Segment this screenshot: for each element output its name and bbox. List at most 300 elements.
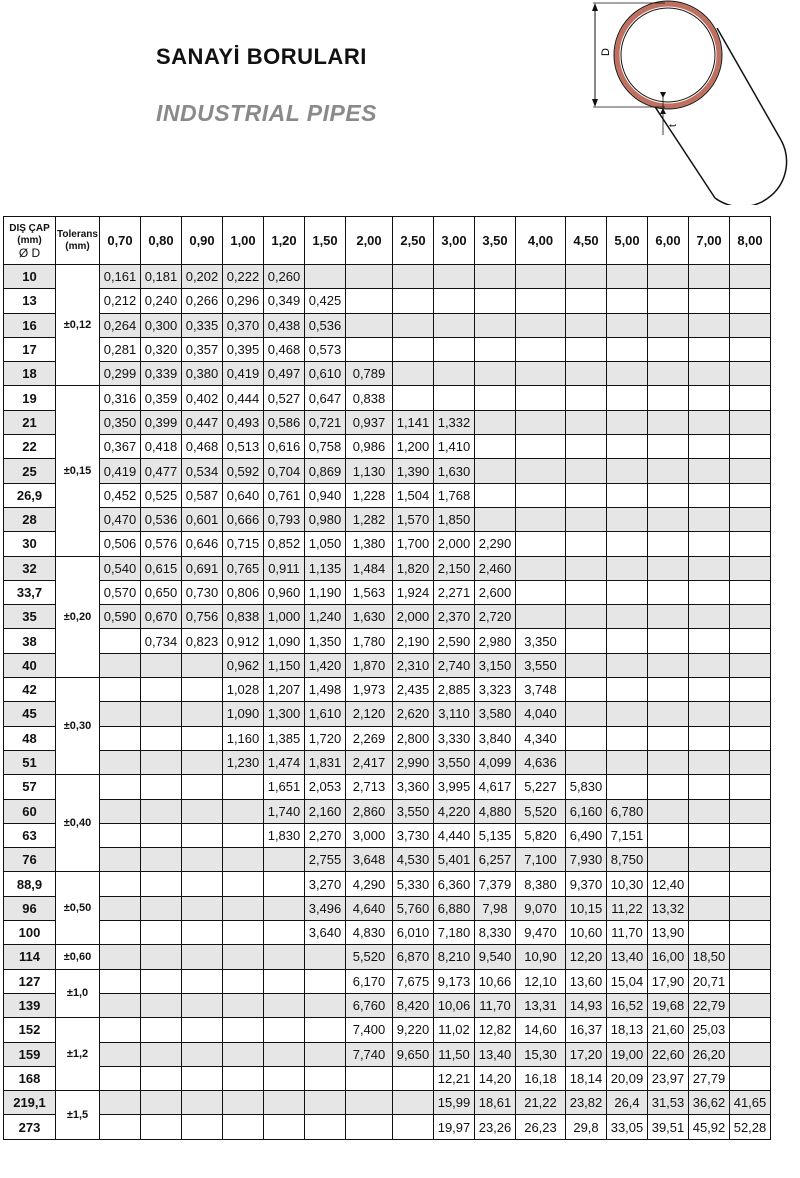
weight-cell <box>305 265 346 289</box>
weight-cell: 11,70 <box>607 921 648 945</box>
weight-cell: 0,370 <box>223 313 264 337</box>
weight-cell: 1,282 <box>346 507 393 531</box>
weight-cell <box>648 289 689 313</box>
weight-cell <box>648 459 689 483</box>
thickness-header: 0,70 <box>100 217 141 265</box>
weight-cell: 6,870 <box>393 945 434 969</box>
weight-cell: 1,135 <box>305 556 346 580</box>
weight-cell <box>689 483 730 507</box>
weight-cell <box>434 386 475 410</box>
tolerance-cell: ±0,15 <box>56 386 100 556</box>
weight-cell: 5,830 <box>566 775 607 799</box>
weight-cell <box>689 823 730 847</box>
weight-cell <box>346 1115 393 1139</box>
weight-cell: 7,100 <box>516 848 566 872</box>
weight-cell <box>730 993 771 1017</box>
weight-cell: 29,8 <box>566 1115 607 1139</box>
weight-cell: 3,648 <box>346 848 393 872</box>
tolerance-cell: ±0,30 <box>56 678 100 775</box>
thickness-header: 0,80 <box>141 217 182 265</box>
weight-cell <box>223 1066 264 1090</box>
weight-cell: 8,330 <box>475 921 516 945</box>
weight-cell <box>566 532 607 556</box>
weight-cell <box>730 921 771 945</box>
weight-cell: 0,506 <box>100 532 141 556</box>
weight-cell <box>566 556 607 580</box>
diameter-cell: 159 <box>4 1042 56 1066</box>
weight-cell <box>516 362 566 386</box>
weight-cell <box>730 289 771 313</box>
weight-cell <box>475 289 516 313</box>
weight-cell <box>730 823 771 847</box>
weight-cell: 2,800 <box>393 726 434 750</box>
weight-cell <box>566 386 607 410</box>
weight-cell <box>141 1042 182 1066</box>
weight-cell: 14,60 <box>516 1018 566 1042</box>
diameter-cell: 168 <box>4 1066 56 1090</box>
weight-cell <box>182 993 223 1017</box>
weight-cell <box>689 313 730 337</box>
diameter-cell: 42 <box>4 678 56 702</box>
weight-cell <box>516 483 566 507</box>
weight-cell <box>648 435 689 459</box>
diameter-cell: 273 <box>4 1115 56 1139</box>
weight-cell <box>607 556 648 580</box>
weight-cell: 1,830 <box>264 823 305 847</box>
weight-cell <box>223 872 264 896</box>
diameter-cell: 30 <box>4 532 56 556</box>
weight-cell: 0,477 <box>141 459 182 483</box>
weight-cell: 5,135 <box>475 823 516 847</box>
weight-cell: 2,000 <box>393 605 434 629</box>
weight-cell <box>100 872 141 896</box>
weight-cell <box>730 410 771 434</box>
diameter-cell: 10 <box>4 265 56 289</box>
weight-cell: 0,806 <box>223 580 264 604</box>
weight-cell <box>730 1042 771 1066</box>
weight-cell: 17,90 <box>648 969 689 993</box>
table-row <box>4 435 771 459</box>
weight-cell: 6,490 <box>566 823 607 847</box>
weight-cell <box>689 532 730 556</box>
weight-cell: 0,570 <box>100 580 141 604</box>
weight-cell <box>393 265 434 289</box>
table-row <box>4 629 771 653</box>
weight-cell <box>100 1066 141 1090</box>
weight-cell: 0,670 <box>141 605 182 629</box>
weight-cell: 9,540 <box>475 945 516 969</box>
weight-cell <box>264 921 305 945</box>
weight-cell <box>516 337 566 361</box>
weight-cell <box>516 313 566 337</box>
weight-cell <box>648 337 689 361</box>
weight-cell: 7,379 <box>475 872 516 896</box>
weight-cell <box>393 1066 434 1090</box>
weight-cell <box>689 289 730 313</box>
weight-cell <box>223 823 264 847</box>
weight-cell <box>648 678 689 702</box>
weight-cell: 7,400 <box>346 1018 393 1042</box>
weight-cell: 18,61 <box>475 1091 516 1115</box>
weight-cell: 3,550 <box>516 653 566 677</box>
weight-cell <box>566 289 607 313</box>
weight-cell: 4,636 <box>516 750 566 774</box>
thickness-header: 7,00 <box>689 217 730 265</box>
weight-cell: 0,339 <box>141 362 182 386</box>
weight-cell <box>264 1018 305 1042</box>
weight-cell <box>648 702 689 726</box>
weight-cell: 16,00 <box>648 945 689 969</box>
weight-cell: 1,973 <box>346 678 393 702</box>
diameter-cell: 22 <box>4 435 56 459</box>
weight-cell <box>475 265 516 289</box>
weight-cell: 2,590 <box>434 629 475 653</box>
table-body <box>4 265 771 1140</box>
weight-cell <box>516 556 566 580</box>
weight-cell: 1,924 <box>393 580 434 604</box>
weight-cell <box>516 435 566 459</box>
weight-cell: 0,852 <box>264 532 305 556</box>
weight-cell: 0,765 <box>223 556 264 580</box>
weight-cell: 0,789 <box>346 362 393 386</box>
weight-cell: 0,497 <box>264 362 305 386</box>
weight-cell: 6,257 <box>475 848 516 872</box>
weight-cell <box>689 921 730 945</box>
weight-cell: 1,200 <box>393 435 434 459</box>
weight-cell: 2,310 <box>393 653 434 677</box>
tolerance-cell: ±1,0 <box>56 969 100 1018</box>
weight-cell <box>100 993 141 1017</box>
weight-cell: 1,630 <box>434 459 475 483</box>
weight-cell: 0,704 <box>264 459 305 483</box>
weight-cell: 8,420 <box>393 993 434 1017</box>
diameter-cell: 96 <box>4 896 56 920</box>
weight-cell: 1,300 <box>264 702 305 726</box>
table-row <box>4 386 771 410</box>
weight-cell: 23,97 <box>648 1066 689 1090</box>
weight-cell: 0,573 <box>305 337 346 361</box>
weight-cell: 2,435 <box>393 678 434 702</box>
weight-cell <box>182 726 223 750</box>
weight-cell <box>516 580 566 604</box>
weight-cell: 6,360 <box>434 872 475 896</box>
weight-cell <box>141 750 182 774</box>
weight-cell: 1,207 <box>264 678 305 702</box>
weight-cell: 5,520 <box>346 945 393 969</box>
weight-cell: 2,460 <box>475 556 516 580</box>
weight-cell: 2,713 <box>346 775 393 799</box>
weight-cell: 19,68 <box>648 993 689 1017</box>
diameter-cell: 57 <box>4 775 56 799</box>
weight-cell <box>393 1115 434 1139</box>
table-row <box>4 799 771 823</box>
weight-cell <box>264 1066 305 1090</box>
pipe-diagram <box>585 0 795 205</box>
weight-cell <box>141 678 182 702</box>
weight-cell: 0,447 <box>182 410 223 434</box>
weight-cell <box>730 265 771 289</box>
weight-cell: 31,53 <box>648 1091 689 1115</box>
weight-cell: 0,240 <box>141 289 182 313</box>
weight-cell <box>141 872 182 896</box>
thickness-header: 2,00 <box>346 217 393 265</box>
weight-cell: 1,050 <box>305 532 346 556</box>
weight-cell: 2,000 <box>434 532 475 556</box>
weight-cell: 0,335 <box>182 313 223 337</box>
weight-cell: 0,640 <box>223 483 264 507</box>
weight-cell <box>305 1115 346 1139</box>
weight-cell <box>182 1018 223 1042</box>
table-row <box>4 459 771 483</box>
weight-cell: 1,570 <box>393 507 434 531</box>
weight-cell <box>566 726 607 750</box>
weight-cell: 2,720 <box>475 605 516 629</box>
weight-cell: 0,937 <box>346 410 393 434</box>
weight-cell <box>607 265 648 289</box>
weight-cell <box>607 580 648 604</box>
weight-cell <box>434 337 475 361</box>
weight-cell: 9,650 <box>393 1042 434 1066</box>
weight-cell: 27,79 <box>689 1066 730 1090</box>
weight-cell: 1,768 <box>434 483 475 507</box>
weight-cell: 2,885 <box>434 678 475 702</box>
thickness-header: 1,20 <box>264 217 305 265</box>
weight-cell <box>100 702 141 726</box>
diameter-cell: 35 <box>4 605 56 629</box>
weight-cell: 1,130 <box>346 459 393 483</box>
weight-cell <box>182 678 223 702</box>
weight-cell: 45,92 <box>689 1115 730 1139</box>
weight-cell <box>648 362 689 386</box>
weight-cell: 2,290 <box>475 532 516 556</box>
weight-cell <box>689 750 730 774</box>
weight-cell <box>566 410 607 434</box>
weight-cell <box>648 726 689 750</box>
tolerance-cell: ±1,2 <box>56 1018 100 1091</box>
weight-cell: 0,212 <box>100 289 141 313</box>
weight-cell <box>689 775 730 799</box>
weight-cell: 0,715 <box>223 532 264 556</box>
weight-cell <box>730 848 771 872</box>
weight-cell <box>223 921 264 945</box>
weight-cell <box>223 896 264 920</box>
weight-cell: 7,675 <box>393 969 434 993</box>
weight-cell: 2,120 <box>346 702 393 726</box>
weight-cell <box>648 265 689 289</box>
page-title: SANAYİ BORULARI <box>156 44 367 69</box>
weight-cell <box>475 435 516 459</box>
weight-cell: 0,320 <box>141 337 182 361</box>
weight-cell <box>264 945 305 969</box>
weight-cell <box>607 435 648 459</box>
weight-cell <box>141 1018 182 1042</box>
weight-cell <box>182 848 223 872</box>
weight-cell <box>141 823 182 847</box>
weight-cell <box>607 410 648 434</box>
weight-cell: 3,150 <box>475 653 516 677</box>
table-row <box>4 726 771 750</box>
weight-cell: 0,468 <box>182 435 223 459</box>
weight-cell: 22,60 <box>648 1042 689 1066</box>
weight-cell: 1,420 <box>305 653 346 677</box>
weight-cell <box>182 799 223 823</box>
weight-cell <box>182 896 223 920</box>
weight-cell <box>223 993 264 1017</box>
weight-cell <box>566 337 607 361</box>
weight-cell: 4,640 <box>346 896 393 920</box>
weight-cell: 20,09 <box>607 1066 648 1090</box>
thickness-header: 2,50 <box>393 217 434 265</box>
weight-cell <box>182 750 223 774</box>
weight-cell <box>730 605 771 629</box>
weight-cell: 0,761 <box>264 483 305 507</box>
table-row <box>4 605 771 629</box>
weight-cell: 3,550 <box>393 799 434 823</box>
weight-cell: 18,14 <box>566 1066 607 1090</box>
table-row <box>4 1042 771 1066</box>
thickness-header: 8,00 <box>730 217 771 265</box>
weight-cell <box>100 653 141 677</box>
weight-cell <box>100 1091 141 1115</box>
weight-cell <box>689 507 730 531</box>
weight-cell: 52,28 <box>730 1115 771 1139</box>
weight-cell: 3,270 <box>305 872 346 896</box>
weight-cell: 2,270 <box>305 823 346 847</box>
weight-cell: 10,30 <box>607 872 648 896</box>
weight-cell <box>730 313 771 337</box>
weight-cell <box>607 775 648 799</box>
weight-cell: 39,51 <box>648 1115 689 1139</box>
weight-cell: 12,21 <box>434 1066 475 1090</box>
diameter-cell: 17 <box>4 337 56 361</box>
weight-cell: 3,748 <box>516 678 566 702</box>
weight-cell <box>566 750 607 774</box>
weight-cell: 13,40 <box>475 1042 516 1066</box>
weight-cell <box>516 532 566 556</box>
thickness-header: 6,00 <box>648 217 689 265</box>
weight-cell <box>475 337 516 361</box>
weight-cell <box>475 483 516 507</box>
weight-cell <box>516 410 566 434</box>
weight-cell <box>141 726 182 750</box>
weight-cell <box>346 1066 393 1090</box>
weight-cell <box>223 775 264 799</box>
weight-cell <box>475 410 516 434</box>
weight-cell <box>566 435 607 459</box>
weight-cell <box>100 848 141 872</box>
weight-cell <box>648 799 689 823</box>
weight-cell: 0,357 <box>182 337 223 361</box>
weight-cell: 0,419 <box>100 459 141 483</box>
weight-cell: 2,053 <box>305 775 346 799</box>
weight-cell <box>100 726 141 750</box>
weight-cell <box>223 799 264 823</box>
weight-cell: 0,960 <box>264 580 305 604</box>
weight-cell <box>607 459 648 483</box>
weight-cell <box>689 678 730 702</box>
weight-cell: 2,370 <box>434 605 475 629</box>
weight-cell <box>393 386 434 410</box>
weight-cell: 3,496 <box>305 896 346 920</box>
weight-cell <box>141 993 182 1017</box>
weight-cell <box>434 362 475 386</box>
weight-cell: 16,37 <box>566 1018 607 1042</box>
weight-cell <box>100 629 141 653</box>
weight-cell: 13,40 <box>607 945 648 969</box>
weight-cell <box>607 653 648 677</box>
weight-cell: 2,271 <box>434 580 475 604</box>
weight-cell: 10,60 <box>566 921 607 945</box>
weight-cell <box>264 1091 305 1115</box>
weight-cell: 7,930 <box>566 848 607 872</box>
weight-cell <box>434 289 475 313</box>
weight-cell: 3,730 <box>393 823 434 847</box>
weight-cell <box>730 969 771 993</box>
weight-cell: 0,438 <box>264 313 305 337</box>
weight-cell: 11,22 <box>607 896 648 920</box>
weight-cell: 1,090 <box>223 702 264 726</box>
weight-cell <box>223 1042 264 1066</box>
weight-cell: 1,780 <box>346 629 393 653</box>
weight-cell <box>100 896 141 920</box>
weight-cell <box>264 993 305 1017</box>
diameter-cell: 33,7 <box>4 580 56 604</box>
weight-cell: 22,79 <box>689 993 730 1017</box>
weight-cell: 3,360 <box>393 775 434 799</box>
weight-cell: 6,170 <box>346 969 393 993</box>
thickness-header: 1,00 <box>223 217 264 265</box>
weight-cell: 12,40 <box>648 872 689 896</box>
weight-cell <box>516 459 566 483</box>
weight-cell: 2,417 <box>346 750 393 774</box>
weight-cell <box>393 289 434 313</box>
weight-cell: 0,587 <box>182 483 223 507</box>
weight-cell: 0,536 <box>305 313 346 337</box>
weight-cell: 14,93 <box>566 993 607 1017</box>
weight-cell: 7,740 <box>346 1042 393 1066</box>
weight-cell <box>264 872 305 896</box>
weight-cell <box>475 459 516 483</box>
weight-cell <box>475 507 516 531</box>
weight-cell: 0,586 <box>264 410 305 434</box>
weight-cell: 4,880 <box>475 799 516 823</box>
weight-cell: 4,830 <box>346 921 393 945</box>
weight-cell: 0,616 <box>264 435 305 459</box>
weight-cell <box>689 265 730 289</box>
weight-cell: 1,240 <box>305 605 346 629</box>
thickness-header: 1,50 <box>305 217 346 265</box>
table-row <box>4 653 771 677</box>
weight-cell <box>141 969 182 993</box>
weight-cell: 0,838 <box>346 386 393 410</box>
weight-cell <box>223 1115 264 1139</box>
weight-cell: 1,474 <box>264 750 305 774</box>
weight-cell <box>100 1042 141 1066</box>
weight-cell: 8,380 <box>516 872 566 896</box>
weight-cell: 0,730 <box>182 580 223 604</box>
weight-cell: 1,651 <box>264 775 305 799</box>
weight-cell <box>689 386 730 410</box>
weight-cell <box>730 896 771 920</box>
weight-cell <box>648 410 689 434</box>
weight-cell: 15,04 <box>607 969 648 993</box>
weight-cell <box>182 775 223 799</box>
weight-cell: 5,760 <box>393 896 434 920</box>
weight-cell <box>100 823 141 847</box>
thickness-header: 0,90 <box>182 217 223 265</box>
weight-cell <box>305 1091 346 1115</box>
weight-cell: 16,18 <box>516 1066 566 1090</box>
